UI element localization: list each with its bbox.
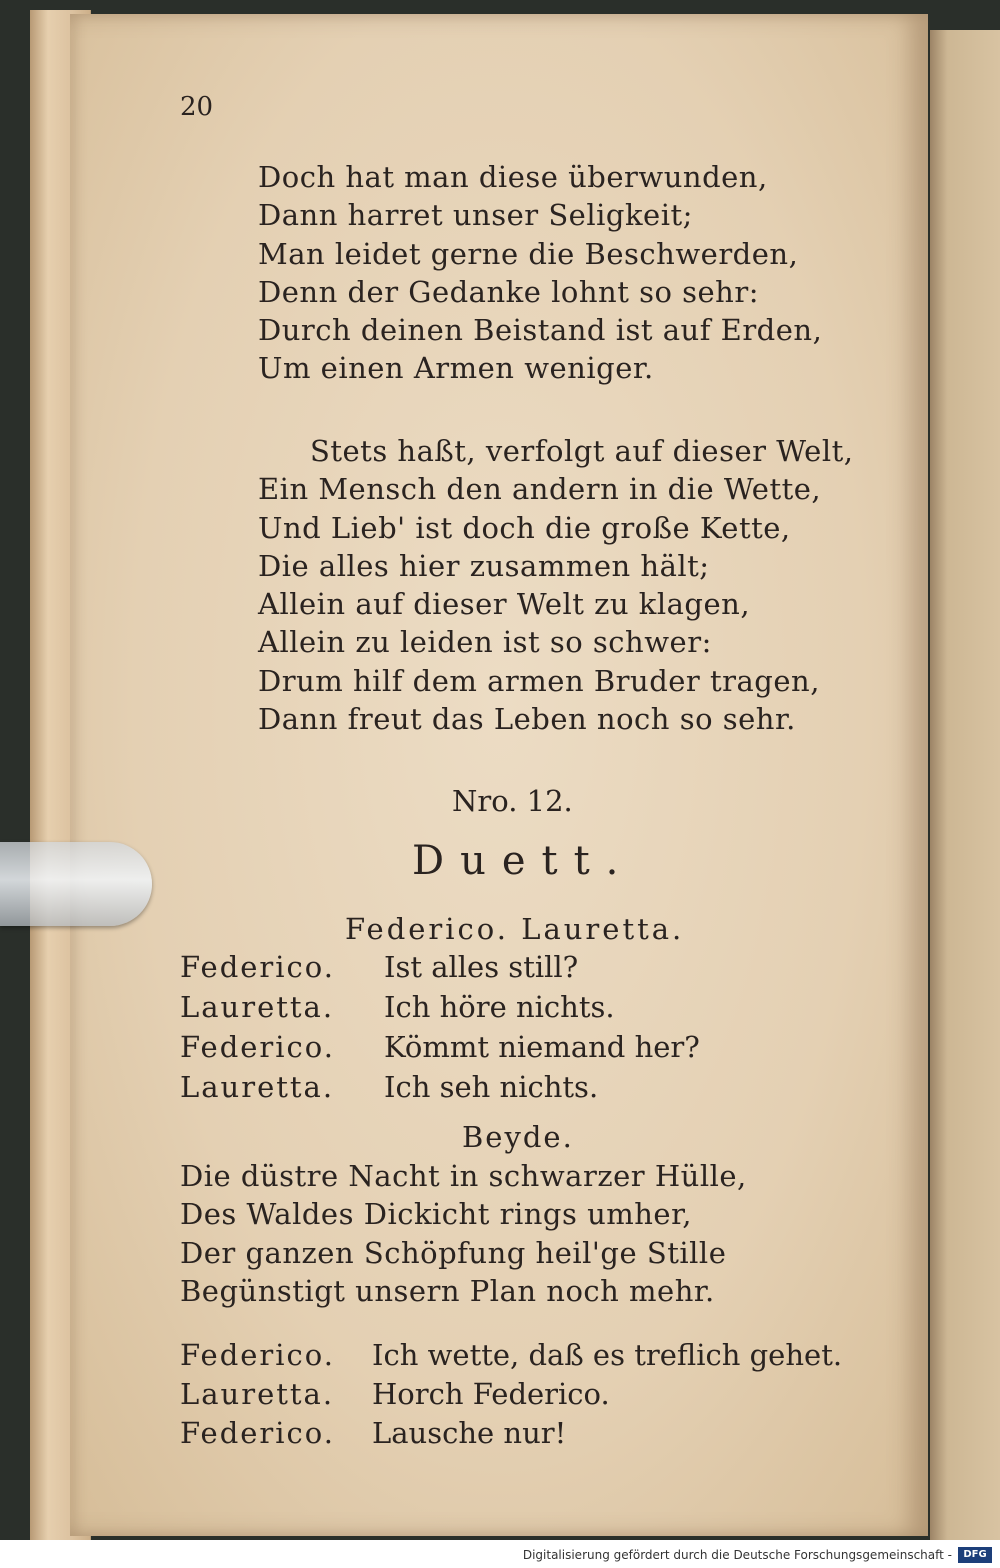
speaker-name: Lauretta.: [180, 1377, 335, 1411]
verse-line: Allein zu leiden ist so schwer:: [258, 625, 712, 660]
number-heading: Nro. 12.: [452, 784, 573, 818]
personae: Federico. Lauretta.: [345, 912, 685, 946]
speech-text: Ich höre nichts.: [384, 990, 615, 1024]
verse-line: Stets haßt, verfolgt auf dieser Welt,: [310, 434, 854, 468]
speech-text: Ist alles still?: [384, 950, 579, 984]
piece-title: Duett.: [412, 838, 635, 884]
speech-text: Lausche nur!: [372, 1416, 567, 1450]
speaker-name: Federico.: [180, 1030, 335, 1064]
verse-line: Ein Mensch den andern in die Wette,: [258, 472, 822, 507]
verse-line: Durch deinen Beistand ist auf Erden,: [258, 313, 823, 348]
verse-line: Der ganzen Schöpfung heil'ge Stille: [180, 1235, 727, 1270]
speaker-name: Lauretta.: [180, 1070, 335, 1104]
speech-text: Ich wette, daß es treflich gehet.: [372, 1338, 843, 1372]
speaker-name: Federico.: [180, 950, 335, 984]
verse-line: Allein auf dieser Welt zu klagen,: [258, 587, 751, 622]
speaker-name: Lauretta.: [180, 990, 335, 1024]
stanza-3: [180, 1157, 747, 1310]
dialogue-row: [180, 987, 900, 1027]
verse-line: Um einen Armen weniger.: [258, 351, 654, 386]
footer-bar: [0, 1540, 1000, 1568]
verse-line: Drum hilf dem armen Bruder tragen,: [258, 663, 820, 698]
verse-line: Die düstre Nacht in schwarzer Hülle,: [180, 1159, 747, 1193]
speech-text: Kömmt niemand her?: [384, 1030, 700, 1064]
dialogue-2: [180, 1336, 920, 1453]
verse-line: Man leidet gerne die Beschwerden,: [258, 236, 799, 271]
footer-credit: Digitalisierung gefördert durch die Deutsche Forschungsgemeinschaft -: [522, 1548, 952, 1562]
page-number: 20: [180, 92, 214, 122]
verse-line: Dann freut das Leben noch so sehr.: [258, 702, 796, 737]
dialogue-row: [180, 1414, 920, 1453]
verse-line: Dann harret unser Seligkeit;: [258, 198, 693, 233]
dialogue-row: [180, 1027, 900, 1067]
stanza-2: [258, 432, 853, 738]
next-page-edge: [930, 30, 1000, 1540]
dialogue-row: [180, 947, 900, 987]
speech-text: Ich seh nichts.: [384, 1070, 599, 1104]
dfg-logo: DFG: [958, 1547, 992, 1563]
dialogue-row: [180, 1375, 920, 1414]
dialogue-1: [180, 947, 900, 1107]
verse-line: Des Waldes Dickicht rings umher,: [180, 1197, 692, 1232]
speaker-name: Federico.: [180, 1338, 335, 1372]
speech-text: Horch Federico.: [372, 1377, 610, 1411]
both-heading: Beyde.: [462, 1120, 574, 1154]
glass-page-weight: [0, 842, 152, 926]
dialogue-row: [180, 1336, 920, 1375]
stanza-1: [258, 158, 822, 388]
verse-line: Und Lieb' ist doch die große Kette,: [258, 510, 791, 545]
verse-line: Denn der Gedanke lohnt so sehr:: [258, 274, 759, 309]
dialogue-row: [180, 1067, 900, 1107]
verse-line: Begünstigt unsern Plan noch mehr.: [180, 1273, 715, 1308]
speaker-name: Federico.: [180, 1416, 335, 1450]
verse-line: Doch hat man diese überwunden,: [258, 160, 768, 194]
verse-line: Die alles hier zusammen hält;: [258, 548, 710, 583]
